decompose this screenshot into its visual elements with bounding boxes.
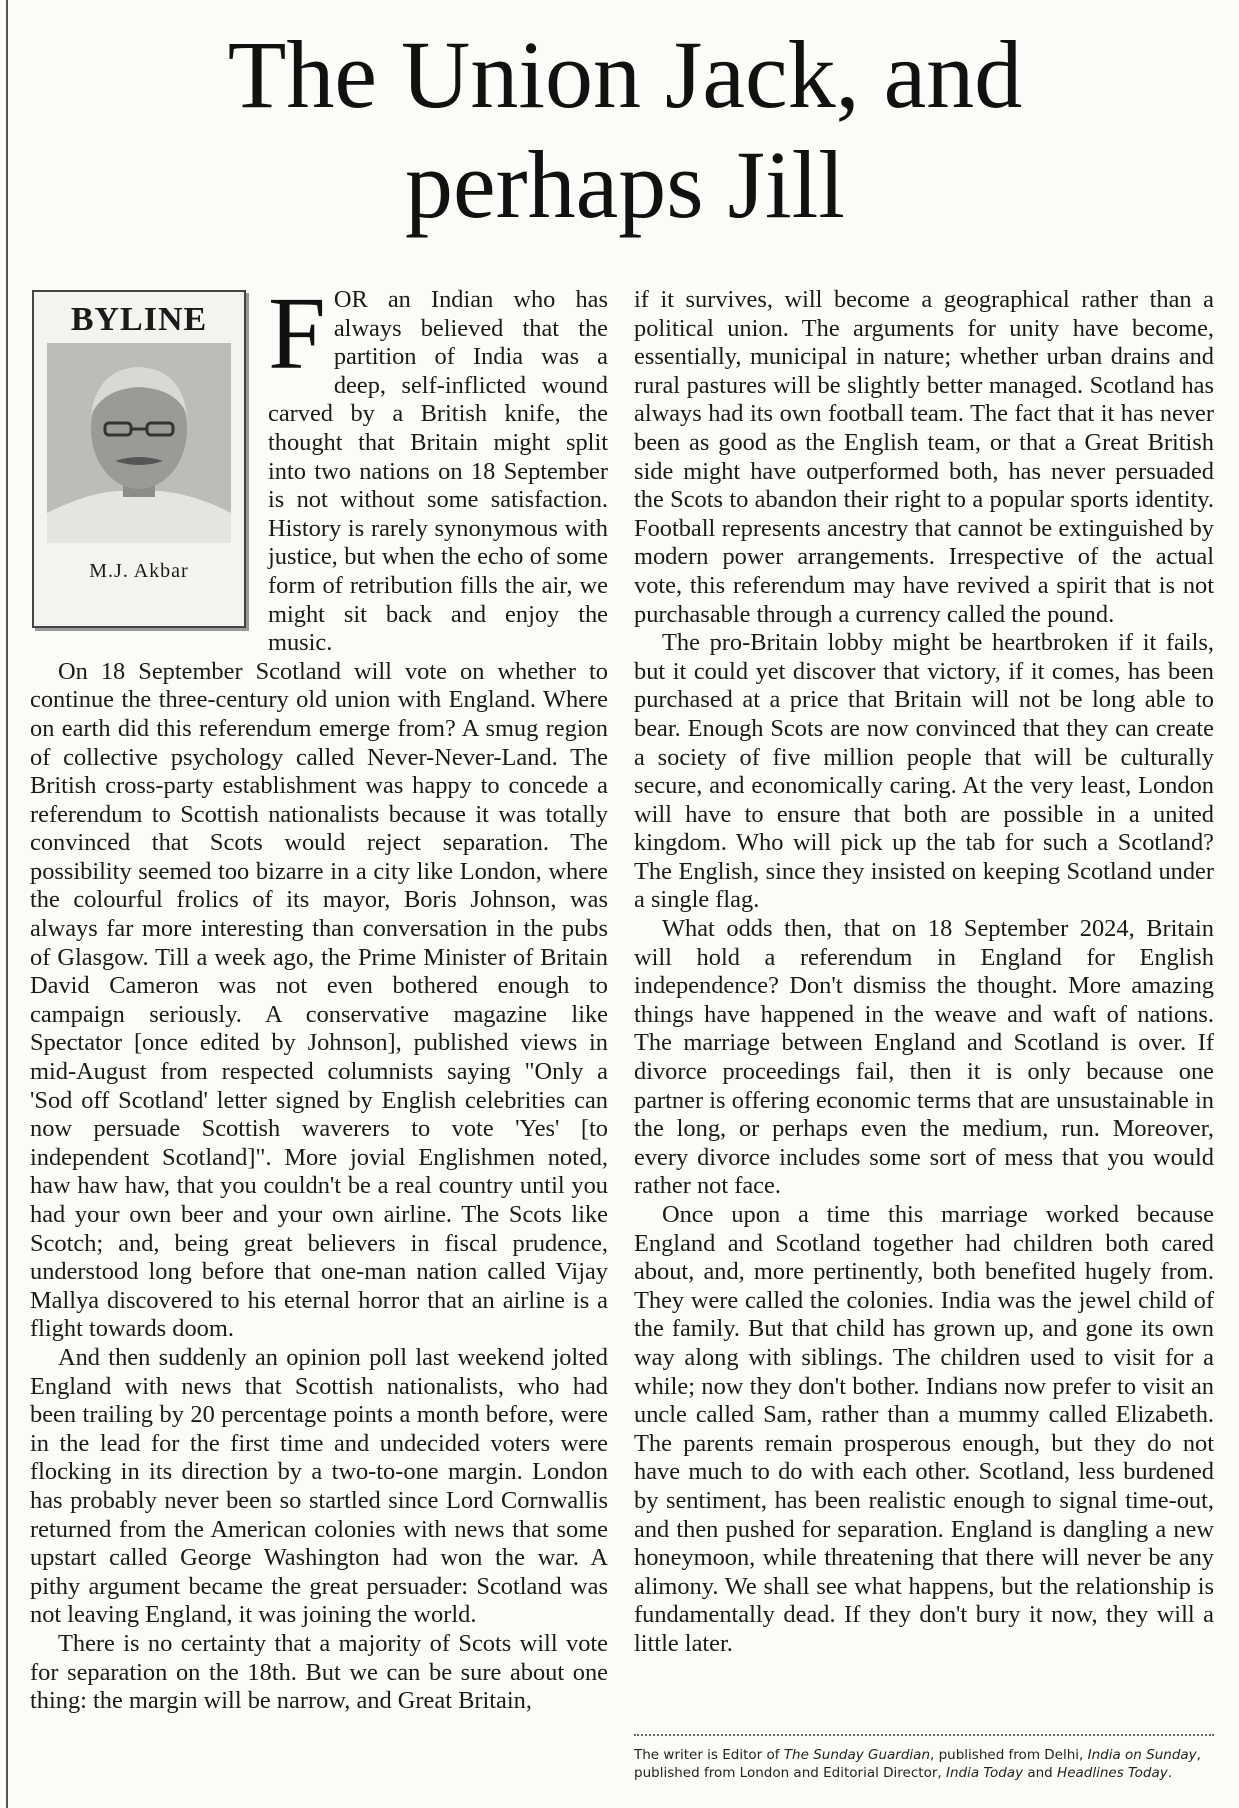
byline-label: BYLINE (70, 301, 208, 338)
paragraph: On 18 September Scotland will vote on whether to continue the three-century old union with England. Where on earth did this referendum emerge from? A smug region of collective psychology called Never-Never-Land. The British cross-party establishment was happy to concede a referendum to Scottish nationalists because it was totally convinced that Scots would reject separation. The possibility seemed too bizarre in a city like London, where the colourful frolics of its mayor, Boris Johnson, was always far more interesting than conversation in the pubs of Glasgow. Till a week ago, the Prime Minister of Britain David Cameron was not even bothered enough to campaign seriously. A conservative magazine like Spectator [once edited by Johnson], published views in mid-August from respected columnists saying "Only a 'Sod off Scotland' letter signed by English celebrities can now persuade Scottish waverers to vote 'Yes' [to independent Scotland]". More jovial Englishmen noted, haw haw haw, that you couldn't be a real country until you had your own beer and your own airline. The Scots like Scotch; and, being great believers in fiscal prudence, understood long before that one-man nation called Vijay Mallya discovered to his eternal horror that an airline is a flight towards doom. (30, 657, 608, 1343)
publication-name: The Sunday Guardian (783, 1747, 931, 1763)
page-edge-rule (6, 0, 8, 1808)
paragraph: What odds then, that on 18 September 2024, Britain will hold a referendum in England for English independence? Don't dismiss the thought. More amazing things have happened in the weave and waft of nations. The marriage between England and Scotland is over. If divorce proceedings fail, then it is only because one partner is offering economic terms that are unsustainable in the long, or perhaps even the medium, run. Moreover, every divorce includes some sort of mess that you would rather not face. (634, 915, 1214, 1200)
right-column (634, 286, 1214, 1659)
author-footnote (634, 1746, 1214, 1782)
headline-line-1: The Union Jack, and (227, 21, 1023, 128)
headline-line-2: perhaps Jill (405, 131, 845, 238)
footnote-text: . (1167, 1765, 1173, 1781)
byline-box (32, 290, 246, 628)
publication-name: Headlines Today (1057, 1765, 1168, 1781)
drop-cap: F (268, 276, 326, 391)
author-portrait-icon (47, 343, 231, 543)
paragraph: There is no certainty that a majority of Scots will vote for separation on the 18th. But we can be sure about one thing: the margin will be narrow, and Great Britain, (30, 1629, 608, 1715)
dotted-divider (634, 1734, 1214, 1736)
footnote-text: , published from London and Editorial Director, (634, 1747, 1201, 1781)
left-column (30, 276, 608, 1716)
paragraph: if it survives, will become a geographical rather than a political union. The arguments for unity have become, essentially, municipal in nature; whether urban drains and rural pastures will be slightly better managed. Scotland has always had its own football team. The fact that it has never been as good as the English team, or that a Great British side might have outperformed both, has never persuaded the Scots to abandon their right to a popular sports identity. Football represents ancestry that cannot be extinguished by modern power arrangements. Irrespective of the actual vote, this referendum may have revived a spirit that is not purchasable through a currency called the pound. (634, 286, 1214, 628)
paragraph-text: OR an Indian who has always believed that the partition of India was a deep, self-inflicted wound carved by a British knife, the thought that Britain might split into two nations on 18 September is not without some satisfaction. History is rarely synonymous with justice, but when the echo of some form of retribution fills the air, we might sit back and enjoy the music. (268, 286, 608, 657)
footnote-text: , published from Delhi, (930, 1747, 1088, 1763)
author-photo (47, 343, 231, 543)
publication-name: India on Sunday (1087, 1747, 1197, 1763)
footnote-text: The writer is Editor of (634, 1747, 784, 1763)
publication-name: India Today (945, 1765, 1024, 1781)
footnote-text: and (1023, 1765, 1058, 1781)
paragraph: And then suddenly an opinion poll last weekend jolted England with news that Scottish nationalists, who had been trailing by 20 percentage points a month before, were in the lead for the first time and undecided voters were flocking in its direction by a two-to-one margin. London has probably never been so startled since Lord Cornwallis returned from the American colonies with news that some upstart called George Washington had won the war. A pithy argument became the great persuader: Scotland was not leaving England, it was joining the world. (30, 1343, 608, 1629)
paragraph: Once upon a time this marriage worked because England and Scotland together had children both cared about, and, more pertinently, both benefited hugely from. They were called the colonies. India was the jewel child of the family. But that child has grown up, and gone its own way along with siblings. The children used to visit for a while; now they don't bother. Indians now prefer to visit an uncle called Sam, rather than a mummy called Elizabeth. The parents remain prosperous enough, but they do not have much to do with each other. Scotland, less burdened by sentiment, has been realistic enough to signal time-out, and then pushed for separation. England is dangling a new honeymoon, while threatening that there will never be any alimony. We shall see what happens, but the relationship is fundamentally dead. If they don't bury it now, they will a little later. (634, 1201, 1214, 1657)
byline-author: M.J. Akbar (89, 559, 189, 582)
paragraph: The pro-Britain lobby might be heartbroken if it fails, but it could yet discover that victory, if it comes, has been purchased at a price that Britain will not be long able to bear. Enough Scots are now convinced that they can create a society of five million people that will be culturally secure, and economically caring. At the very least, London will have to ensure that both are possible in a united kingdom. Who will pick up the tab for such a Scotland? The English, since they insisted on keeping Scotland under a single flag. (634, 629, 1214, 914)
headline (150, 20, 1100, 240)
